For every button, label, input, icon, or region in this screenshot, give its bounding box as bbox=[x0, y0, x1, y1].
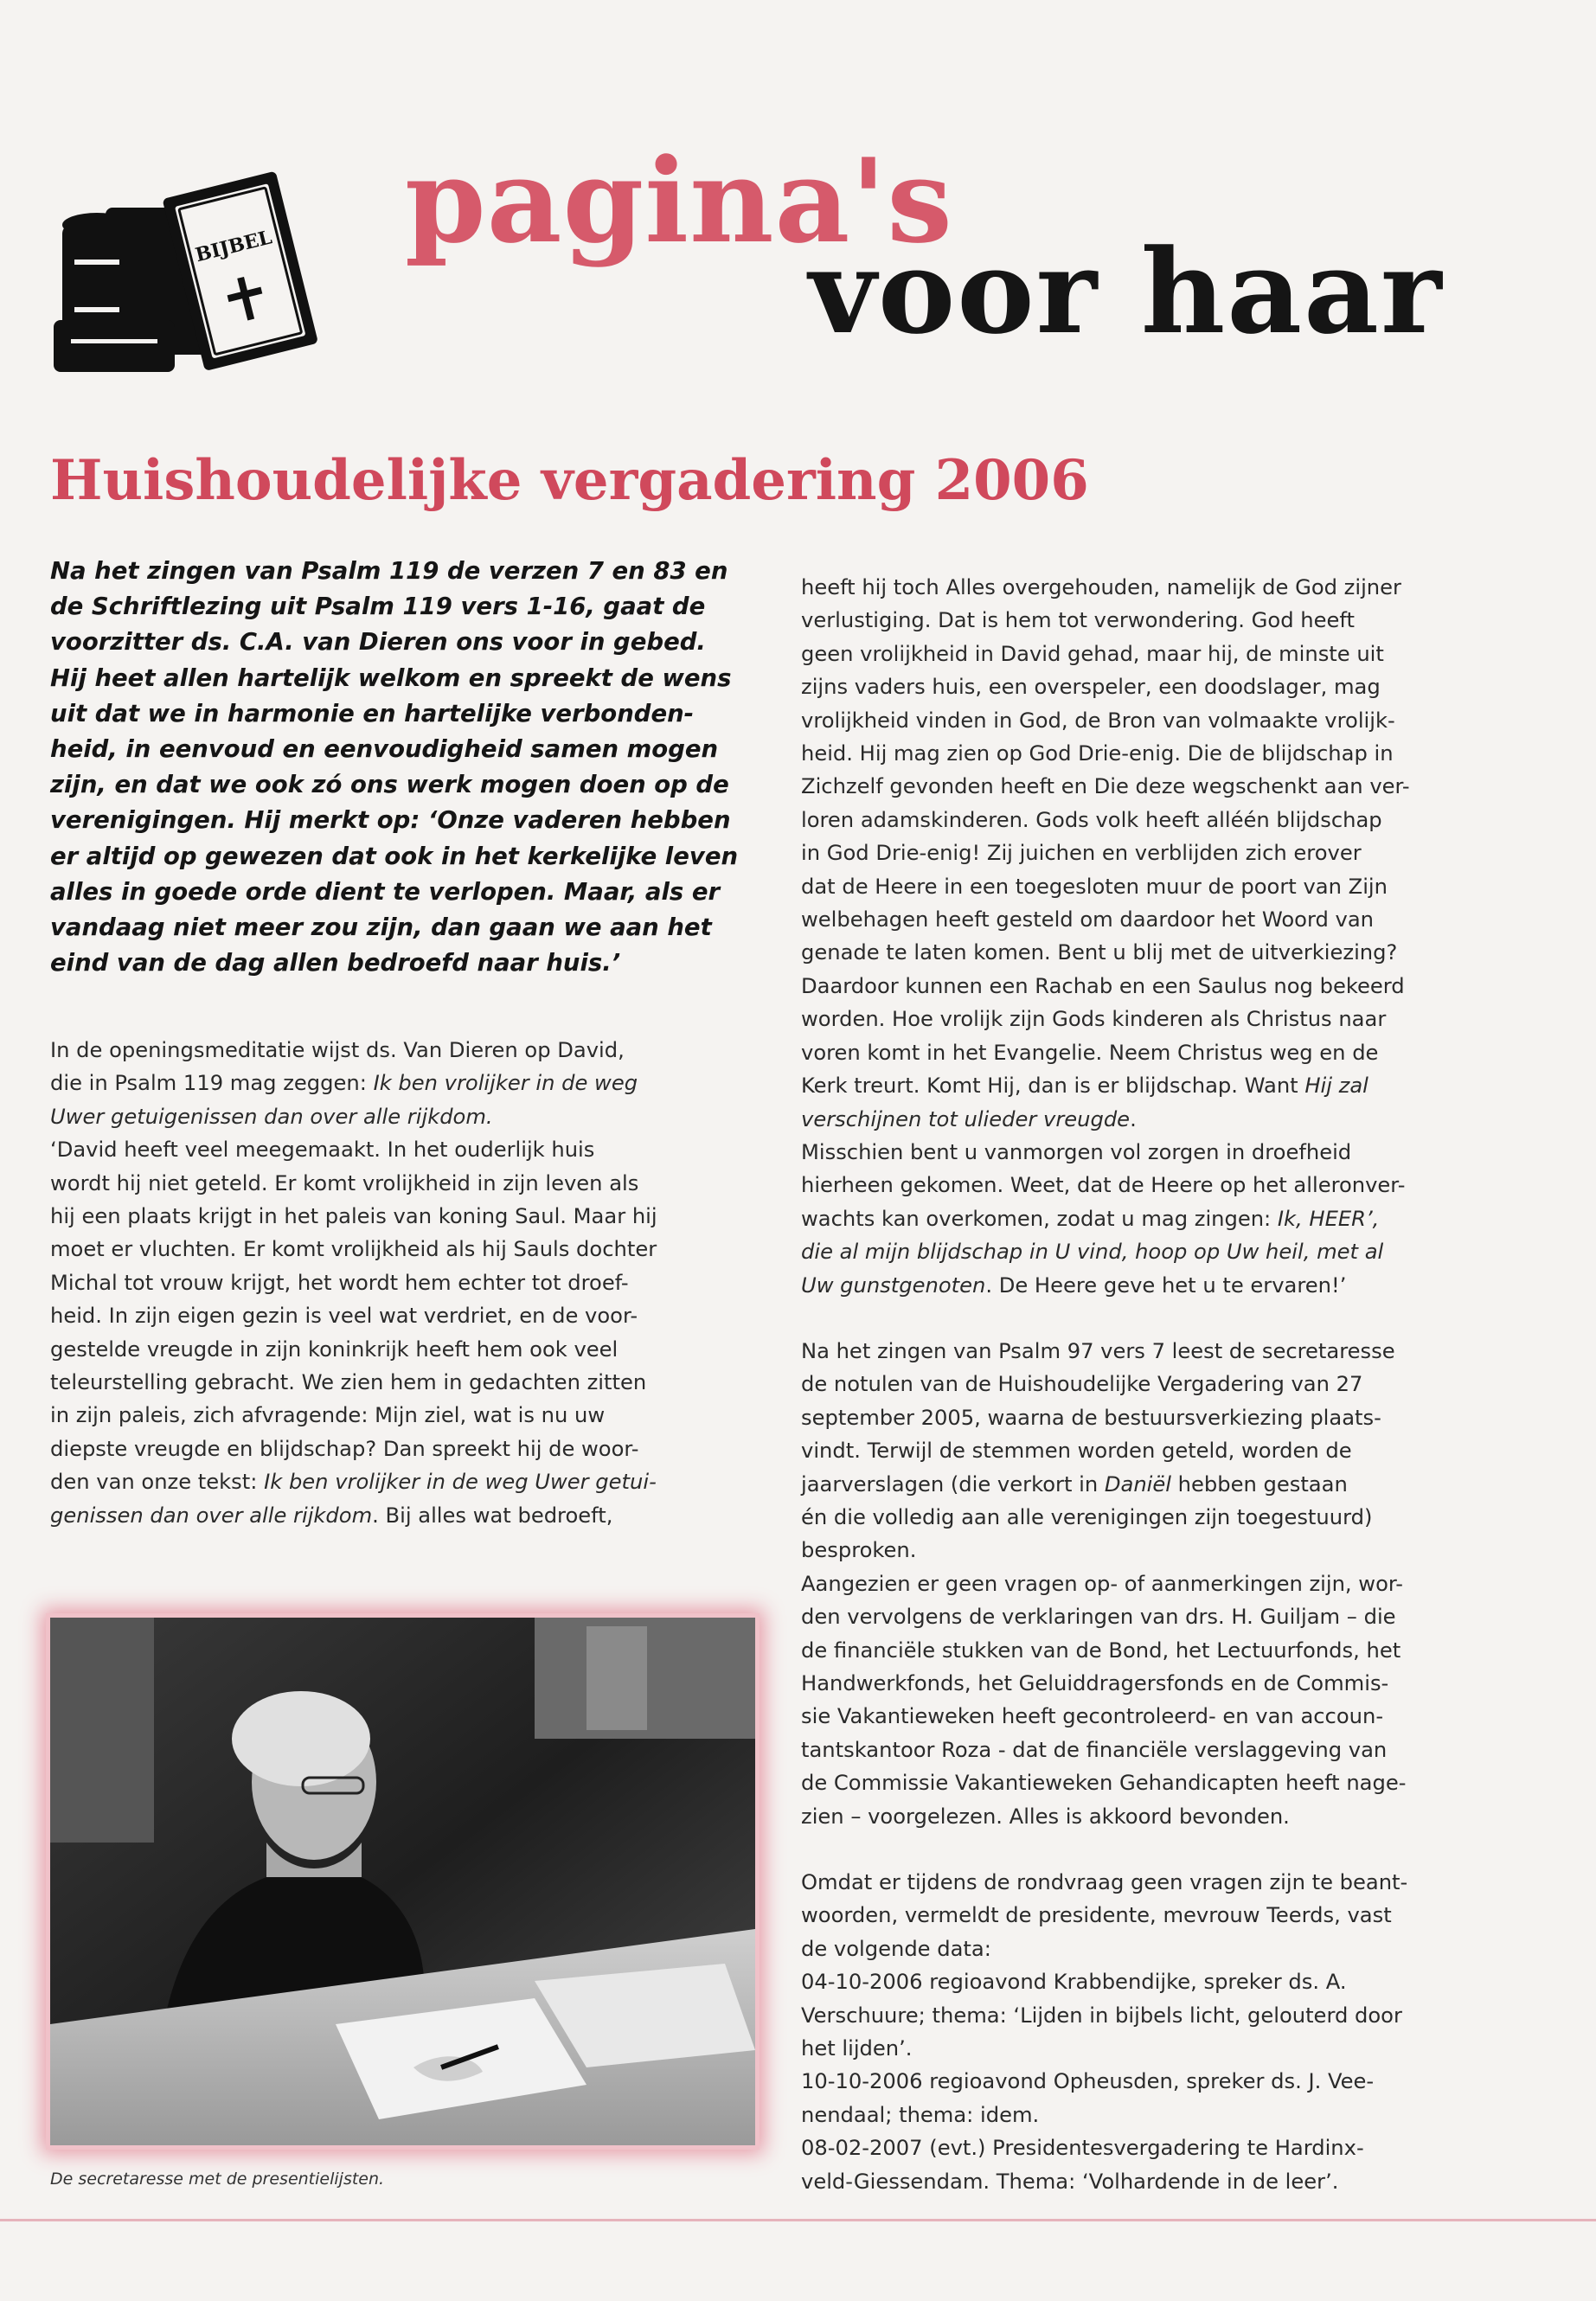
body-line: woorden, vermeldt de presidente, mevrouw Teerds, vast bbox=[801, 1903, 1392, 1928]
quote-text: Ik ben vrolijker in de weg Uwer getui- bbox=[264, 1470, 657, 1495]
body-line: hij een plaats krijgt in het paleis van koning Saul. Maar hij bbox=[50, 1204, 657, 1229]
body-line: heid. In zijn eigen gezin is veel wat verdriet, en de voor- bbox=[50, 1304, 638, 1329]
body-line: Zichzelf gevonden heeft en Die deze wegschenkt aan ver- bbox=[801, 774, 1410, 799]
secretary-photo bbox=[50, 1618, 755, 2145]
right-column bbox=[801, 571, 1528, 2198]
body-line: de Commissie Vakantieweken Gehandicapten heeft nage- bbox=[801, 1771, 1407, 1796]
body-line: Handwerkfonds, het Geluiddragersfonds en de Commis- bbox=[801, 1671, 1389, 1695]
body-line: hierheen gekomen. Weet, dat de Heere op het alleronver- bbox=[801, 1173, 1406, 1198]
bible-books-illustration bbox=[45, 147, 330, 381]
left-column bbox=[50, 1034, 760, 1532]
body-line: genissen dan over alle rijkdom. Bij alles wat bedroeft, bbox=[50, 1503, 613, 1528]
intro-line: Hij heet allen hartelijk welkom en spreekt de wens bbox=[50, 663, 732, 692]
body-line: Kerk treurt. Komt Hij, dan is er blijdschap. Want Hij zal bbox=[801, 1074, 1368, 1099]
body-line: wachts kan overkomen, zodat u mag zingen: Ik, HEER’, bbox=[801, 1206, 1380, 1231]
body-line: veld-Giessendam. Thema: ‘Volhardende in de leer’. bbox=[801, 2169, 1339, 2194]
article-intro bbox=[50, 554, 761, 981]
body-line: moet er vluchten. Er komt vrolijkheid als hij Sauls dochter bbox=[50, 1237, 657, 1262]
quote-text: Hij zal bbox=[1304, 1074, 1368, 1099]
body-line: 08-02-2007 (evt.) Presidentesvergadering te Hardinx- bbox=[801, 2136, 1364, 2161]
bible-emblem-label: BIJBEL bbox=[193, 226, 275, 267]
body-line: nendaal; thema: idem. bbox=[801, 2102, 1040, 2127]
body-line: heeft hij toch Alles overgehouden, namelijk de God zijner bbox=[801, 575, 1401, 599]
body-line: loren adamskinderen. Gods volk heeft alléén blijdschap bbox=[801, 807, 1382, 832]
body-line: In de openingsmeditatie wijst ds. Van Dieren op David, bbox=[50, 1038, 625, 1062]
body-line: geen vrolijkheid in David gehad, maar hij, de minste uit bbox=[801, 641, 1384, 666]
intro-line: de Schriftlezing uit Psalm 119 vers 1-16, gaat de bbox=[50, 593, 706, 621]
body-line: Verschuure; thema: ‘Lijden in bijbels licht, gelouterd door bbox=[801, 2003, 1402, 2028]
publication-name: Daniël bbox=[1104, 1471, 1171, 1497]
body-line: vindt. Terwijl de stemmen worden geteld, worden de bbox=[801, 1439, 1352, 1464]
body-line: 10-10-2006 regioavond Opheusden, spreker ds. J. Vee- bbox=[801, 2069, 1375, 2094]
quote-text: Ik, HEER’, bbox=[1277, 1206, 1380, 1231]
body-line: Aangezien er geen vragen op- of aanmerkingen zijn, wor- bbox=[801, 1571, 1404, 1596]
article-title: Huishoudelijke vergadering 2006 bbox=[50, 448, 1089, 513]
intro-line: uit dat we in harmonie en hartelijke verbonden- bbox=[50, 699, 695, 727]
intro-line: er altijd op gewezen dat ook in het kerkelijke leven bbox=[50, 842, 739, 870]
body-line: vrolijkheid vinden in God, de Bron van volmaakte vrolijk- bbox=[801, 708, 1395, 733]
body-line: 04-10-2006 regioavond Krabbendijke, spreker ds. A. bbox=[801, 1970, 1347, 1995]
body-line: de notulen van de Huishoudelijke Vergadering van 27 bbox=[801, 1372, 1363, 1397]
body-line: Daardoor kunnen een Rachab en een Saulus nog bekeerd bbox=[801, 973, 1405, 998]
photo-caption: De secretaresse met de presentielijsten. bbox=[50, 2170, 385, 2189]
body-line: wordt hij niet geteld. Er komt vrolijkheid in zijn leven als bbox=[50, 1170, 639, 1195]
body-line: sie Vakantieweken heeft gecontroleerd- en van accoun- bbox=[801, 1704, 1384, 1729]
body-line: in zijn paleis, zich afvragende: Mijn ziel, wat is nu uw bbox=[50, 1403, 606, 1428]
quote-text: Ik ben vrolijker in de weg bbox=[373, 1071, 638, 1096]
intro-line: zijn, en dat we ook zó ons werk mogen doen op de bbox=[50, 771, 729, 799]
secretary-photo-image bbox=[50, 1618, 755, 2145]
intro-line: heid, in eenvoud en eenvoudigheid samen mogen bbox=[50, 735, 719, 764]
body-line: Uw gunstgenoten. De Heere geve het u te ervaren!’ bbox=[801, 1272, 1347, 1298]
body-line: verlustiging. Dat is hem tot verwondering. God heeft bbox=[801, 608, 1355, 633]
body-line: heid. Hij mag zien op God Drie-enig. Die de blijdschap in bbox=[801, 741, 1394, 766]
body-line: Omdat er tijdens de rondvraag geen vragen zijn te beant- bbox=[801, 1870, 1408, 1895]
body-line: de financiële stukken van de Bond, het Lectuurfonds, het bbox=[801, 1638, 1401, 1663]
body-line: diepste vreugde en blijdschap? Dan spreekt hij de woor- bbox=[50, 1436, 639, 1461]
body-line: die al mijn blijdschap in U vind, hoop op Uw heil, met al bbox=[801, 1240, 1384, 1265]
intro-line: verenigingen. Hij merkt op: ‘Onze vaderen hebben bbox=[50, 806, 731, 835]
body-line: die in Psalm 119 mag zeggen: Ik ben vrolijker in de weg bbox=[50, 1071, 638, 1096]
body-line: worden. Hoe vrolijk zijn Gods kinderen als Christus naar bbox=[801, 1007, 1387, 1032]
intro-line: vandaag niet meer zou zijn, dan gaan we aan het bbox=[50, 913, 712, 942]
body-line: gestelde vreugde in zijn koninkrijk heeft hem ook veel bbox=[50, 1336, 619, 1362]
body-line: den vervolgens de verklaringen van drs. H. Guiljam – die bbox=[801, 1605, 1396, 1630]
body-line: het lijden’. bbox=[801, 2036, 913, 2061]
body-line: én die volledig aan alle verenigingen zijn toegestuurd) bbox=[801, 1504, 1373, 1529]
body-line: de volgende data: bbox=[801, 1936, 991, 1961]
body-line: Uwer getuigenissen dan over alle rijkdom. bbox=[50, 1104, 493, 1129]
body-line: den van onze tekst: Ik ben vrolijker in de weg Uwer getui- bbox=[50, 1470, 657, 1495]
body-line: Na het zingen van Psalm 97 vers 7 leest de secretaresse bbox=[801, 1338, 1395, 1363]
body-line: zijns vaders huis, een overspeler, een doodslager, mag bbox=[801, 675, 1381, 700]
page-bottom-rule bbox=[0, 2219, 1596, 2221]
body-line: voren komt in het Evangelie. Neem Christus weg en de bbox=[801, 1040, 1379, 1065]
body-line: verschijnen tot ulieder vreugde. bbox=[801, 1106, 1137, 1131]
body-line: genade te laten komen. Bent u blij met de uitverkiezing? bbox=[801, 940, 1398, 965]
body-line: Misschien bent u vanmorgen vol zorgen in droefheid bbox=[801, 1139, 1352, 1164]
body-line: september 2005, waarna de bestuursverkiezing plaats- bbox=[801, 1405, 1381, 1430]
masthead-line-1: pagina's bbox=[405, 132, 953, 269]
intro-line: alles in goede orde dient te verlopen. Maar, als er bbox=[50, 877, 721, 906]
body-line: zien – voorgelezen. Alles is akkoord bevonden. bbox=[801, 1804, 1290, 1829]
body-line: teleurstelling gebracht. We zien hem in gedachten zitten bbox=[50, 1370, 647, 1395]
body-line: dat de Heere in een toegesloten muur de poort van Zijn bbox=[801, 874, 1388, 899]
body-line: welbehagen heeft gesteld om daardoor het Woord van bbox=[801, 907, 1374, 933]
intro-line: Na het zingen van Psalm 119 de verzen 7 en 83 en bbox=[50, 557, 728, 585]
intro-line: eind van de dag allen bedroefd naar huis.’ bbox=[50, 949, 621, 977]
body-line: Michal tot vrouw krijgt, het wordt hem echter tot droef- bbox=[50, 1270, 629, 1295]
body-line: jaarverslagen (die verkort in Daniël hebben gestaan bbox=[801, 1471, 1348, 1497]
body-line: ‘David heeft veel meegemaakt. In het ouderlijk huis bbox=[50, 1138, 595, 1163]
body-line: besproken. bbox=[801, 1538, 917, 1563]
body-line: in God Drie-enig! Zij juichen en verblijden zich erover bbox=[801, 841, 1362, 866]
body-line: tantskantoor Roza - dat de financiële verslaggeving van bbox=[801, 1737, 1388, 1762]
masthead-line-2: voor haar bbox=[809, 223, 1444, 360]
intro-line: voorzitter ds. C.A. van Dieren ons voor in gebed. bbox=[50, 628, 706, 657]
